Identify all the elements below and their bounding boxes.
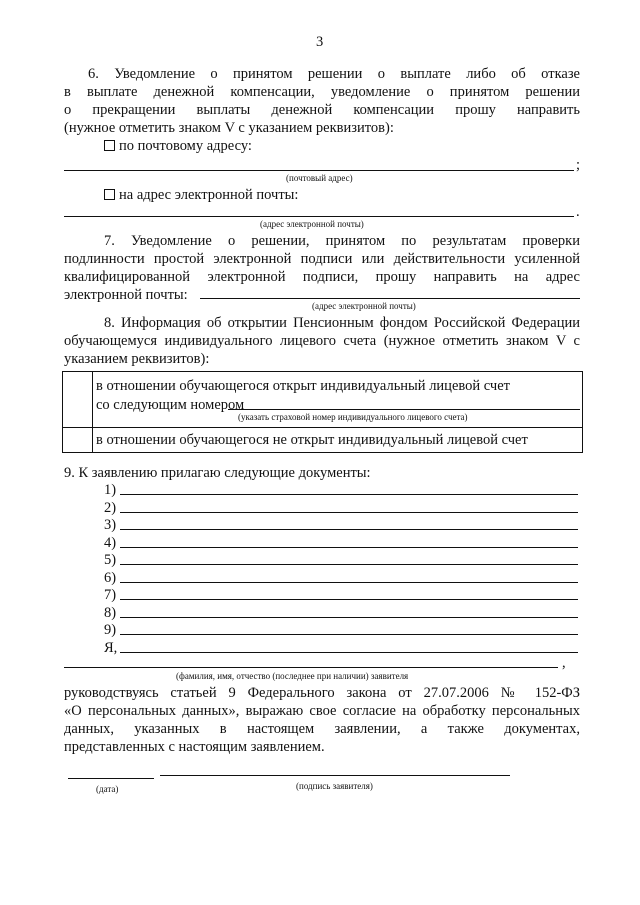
doc-item-num-8: 8) xyxy=(104,605,117,621)
s7-line-1: 7. Уведомление о решении, принятом по результатам проверки xyxy=(104,233,580,249)
doc-item-num-6: 6) xyxy=(104,570,117,586)
option-postal-label: по почтовому адресу: xyxy=(119,138,252,154)
doc-item-field-8[interactable] xyxy=(120,617,578,618)
doc-item-field-3[interactable] xyxy=(120,529,578,530)
doc-item-field-1[interactable] xyxy=(120,494,578,495)
email-end-mark: . xyxy=(576,204,580,220)
signature-field[interactable] xyxy=(160,775,510,776)
doc-item-field-2[interactable] xyxy=(120,512,578,513)
caption-s7-email: (адрес электронной почты) xyxy=(312,301,416,311)
account-number-field[interactable] xyxy=(228,409,580,410)
s8-line-2: обучающемуся индивидуального лицевого счета (нужное отметить знаком V с xyxy=(64,333,580,349)
postal-end-mark: ; xyxy=(576,157,581,173)
applicant-name-end: , xyxy=(562,655,566,671)
applicant-ya: Я, xyxy=(104,640,118,656)
table-row1-text-a: в отношении обучающегося открыт индивидуальный лицевой счет xyxy=(96,378,510,394)
doc-item-field-6[interactable] xyxy=(120,582,578,583)
consent-line-2: «О персональных данных», выражаю свое согласие на обработку персональных xyxy=(64,703,580,719)
caption-applicant-name: (фамилия, имя, отчество (последнее при наличии) заявителя xyxy=(176,671,409,681)
table-row1-text-b: со следующим номером xyxy=(96,397,245,413)
option-email-label: на адрес электронной почты: xyxy=(119,187,299,203)
table-check-cell-1[interactable] xyxy=(63,372,91,426)
doc-item-num-9: 9) xyxy=(104,622,117,638)
caption-signature: (подпись заявителя) xyxy=(296,781,373,791)
page-number: 3 xyxy=(316,34,324,50)
s7-line-2: подлинности простой электронной подписи или действительности усиленной xyxy=(64,251,580,267)
table-row2-text: в отношении обучающегося не открыт индивидуальный лицевой счет xyxy=(96,432,528,448)
doc-item-num-2: 2) xyxy=(104,500,117,516)
doc-item-field-9[interactable] xyxy=(120,634,578,635)
table-divider-vertical xyxy=(92,371,93,453)
applicant-name-field-2[interactable] xyxy=(64,667,558,668)
consent-line-1: руководствуясь статьей 9 Федерального закона от 27.07.2006 № 152-ФЗ xyxy=(64,685,580,701)
doc-item-num-1: 1) xyxy=(104,482,117,498)
s8-line-3: указанием реквизитов): xyxy=(64,351,210,367)
doc-item-num-5: 5) xyxy=(104,552,117,568)
postal-address-field[interactable] xyxy=(64,170,574,171)
doc-item-field-4[interactable] xyxy=(120,547,578,548)
s7-line-3: квалифицированной электронной подписи, прошу направить на адрес xyxy=(64,269,580,285)
doc-item-field-7[interactable] xyxy=(120,599,578,600)
s9-title: 9. К заявлению прилагаю следующие документы: xyxy=(64,465,371,481)
doc-item-field-5[interactable] xyxy=(120,564,578,565)
checkbox-email[interactable] xyxy=(104,189,115,200)
table-check-cell-2[interactable] xyxy=(63,428,91,452)
option-email[interactable] xyxy=(104,187,298,203)
s7-email-field[interactable] xyxy=(200,298,580,299)
s6-line-2: в выплате денежной компенсации, уведомление о принятом решении xyxy=(64,84,580,100)
doc-item-num-4: 4) xyxy=(104,535,117,551)
consent-line-3: данных, указанных в настоящем заявлении, а также документах, xyxy=(64,721,580,737)
caption-email: (адрес электронной почты) xyxy=(260,219,364,229)
checkbox-postal[interactable] xyxy=(104,140,115,151)
caption-account-number: (указать страховой номер индивидуального лицевого счета) xyxy=(238,412,468,422)
s6-line-3: о прекращении выплаты денежной компенсации прошу направить xyxy=(64,102,580,118)
table-divider-horizontal xyxy=(62,427,583,428)
caption-date: (дата) xyxy=(96,784,119,794)
option-postal[interactable] xyxy=(104,138,252,154)
caption-postal: (почтовый адрес) xyxy=(286,173,353,183)
applicant-name-field-1[interactable] xyxy=(120,652,578,653)
s6-line-4: (нужное отметить знаком V с указанием реквизитов): xyxy=(64,120,394,136)
doc-item-num-3: 3) xyxy=(104,517,117,533)
consent-line-4: представленных с настоящим заявлением. xyxy=(64,739,325,755)
doc-item-num-7: 7) xyxy=(104,587,117,603)
s8-line-1: 8. Информация об открытии Пенсионным фондом Российской Федерации xyxy=(104,315,580,331)
email-address-field[interactable] xyxy=(64,216,574,217)
s6-line-1: 6. Уведомление о принятом решении о выплате либо об отказе xyxy=(88,66,580,82)
s7-line-4: электронной почты: xyxy=(64,287,188,303)
date-field[interactable] xyxy=(68,778,154,779)
